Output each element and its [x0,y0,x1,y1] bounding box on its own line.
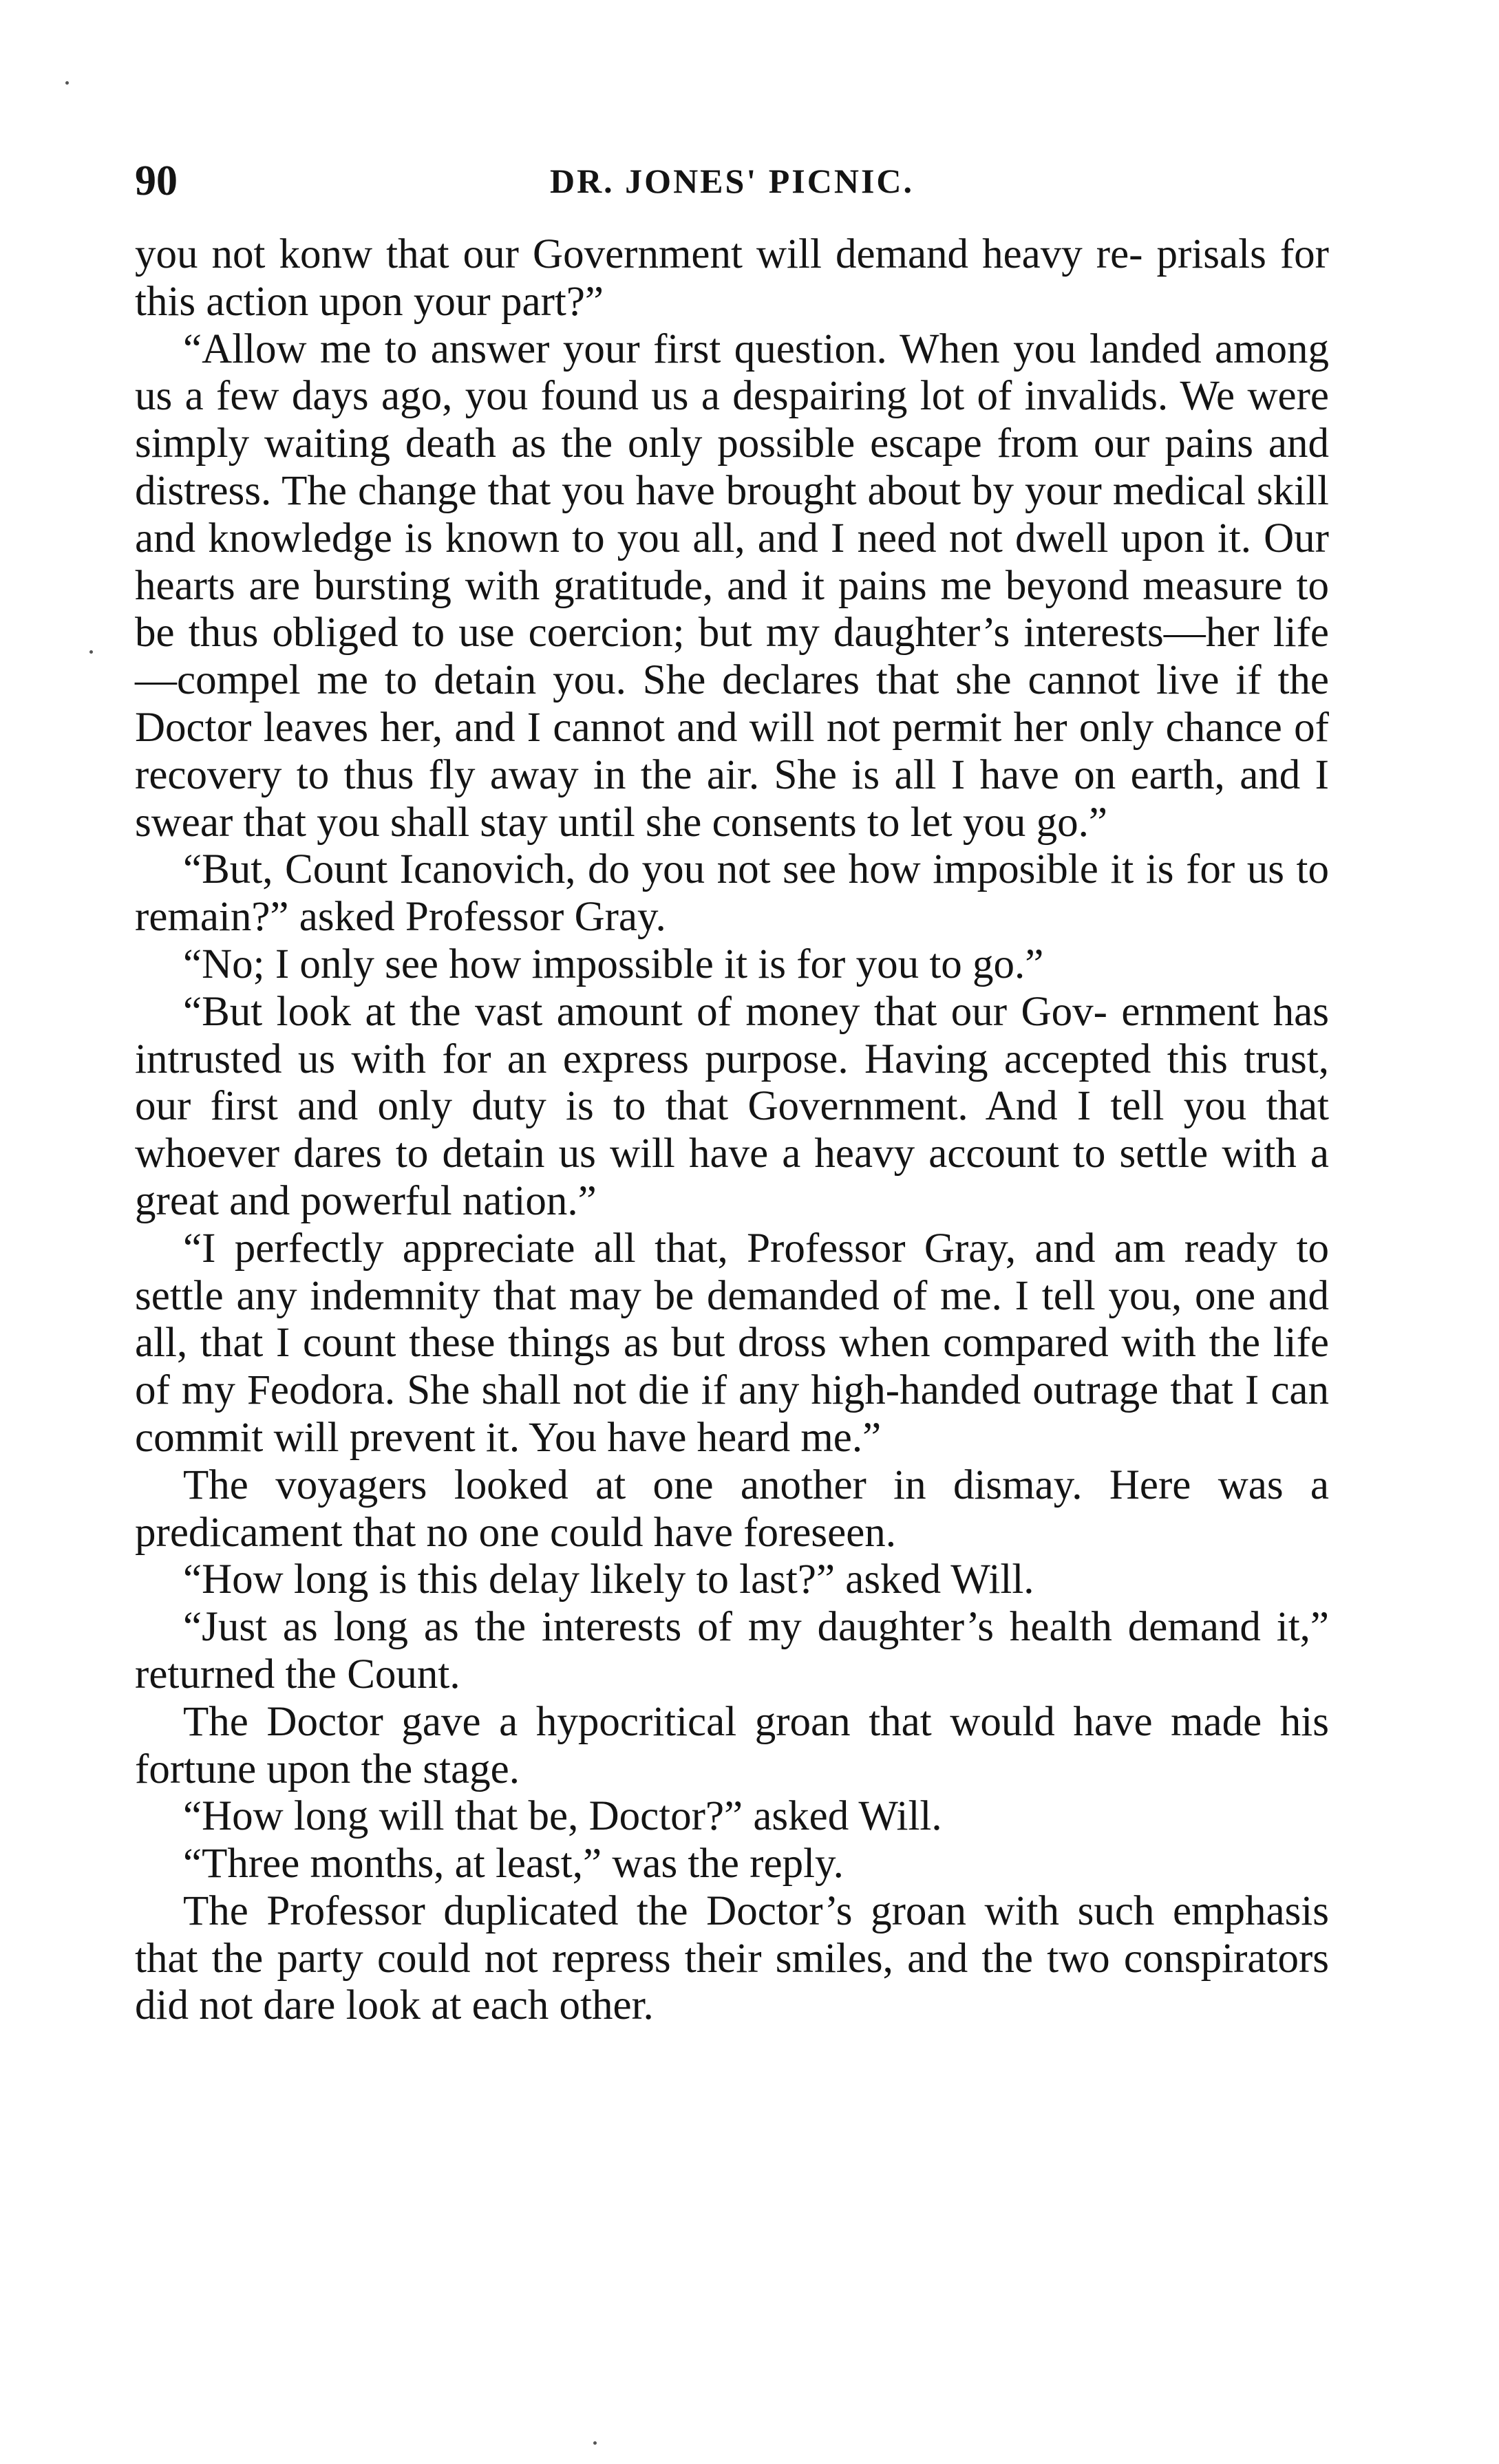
paragraph: you not konw that our Government will demand heavy re- prisals for this action upon your part?” [135,231,1329,325]
running-title: DR. JONES' PICNIC. [549,162,915,200]
page-header [135,150,1329,212]
page-number: 90 [135,158,178,204]
paragraph: “How long will that be, Doctor?” asked Will. [183,1793,942,1840]
body-text [135,231,1329,2030]
paragraph: “How long is this delay likely to last?” asked Will. [183,1556,1034,1603]
paragraph: The Professor duplicated the Doctor’s groan with such emphasis that the party could not repress their smiles, and the two conspirators did not dare look at each other. [135,1887,1329,2029]
paragraph: “Three months, at least,” was the reply. [183,1841,844,1887]
paragraph: “I perfectly appreciate all that, Professor Gray, and am ready to settle any indemnity that may be demanded of me. I tell you, one and all, that I count these things as but dross when compared with the life of my Feodora. She shall not die if any high-handed outrage that I can commit will prevent it. You have heard me.” [135,1225,1329,1461]
paragraph: The voyagers looked at one another in dismay. Here was a predicament that no one could have foreseen. [135,1461,1329,1556]
paragraph: “Just as long as the interests of my daughter’s health demand it,” returned the Count. [135,1604,1329,1697]
paragraph: “But look at the vast amount of money that our Gov- ernment has intrusted us with for an express purpose. Having accepted this trust, our first and only duty is to that Government. And I tell you that whoever dares to detain us will have a heavy account to settle with a great and powerful nation.” [135,988,1329,1224]
paragraph: “But, Count Icanovich, do you not see how imposible it is for us to remain?” asked Professor Gray. [135,846,1329,941]
paragraph: “No; I only see how impossible it is for you to go.” [183,941,1044,987]
paper-speck [65,81,69,85]
paper-speck [593,2441,597,2445]
paragraph: The Doctor gave a hypocritical groan that would have made his fortune upon the stage. [135,1698,1329,1792]
paragraph: “Allow me to answer your first question. When you landed among us a few days ago, you found us a despairing lot of invalids. We were simply waiting death as the only possible escape from our pains and distress. The change that you have brought about by your medical skill and knowledge is known to you all, and I need not dwell upon it. Our hearts are bursting with gratitude, and it pains me beyond measure to be thus obliged to use coercion; but my daughter’s interests—her life—compel me to detain you. She declares that she cannot live if the Doctor leaves her, and I cannot and will not permit her only chance of recovery to thus fly away in the air. She is all I have on earth, and I swear that you shall stay until she consents to let you go.” [135,325,1329,846]
paper-speck [89,650,93,654]
